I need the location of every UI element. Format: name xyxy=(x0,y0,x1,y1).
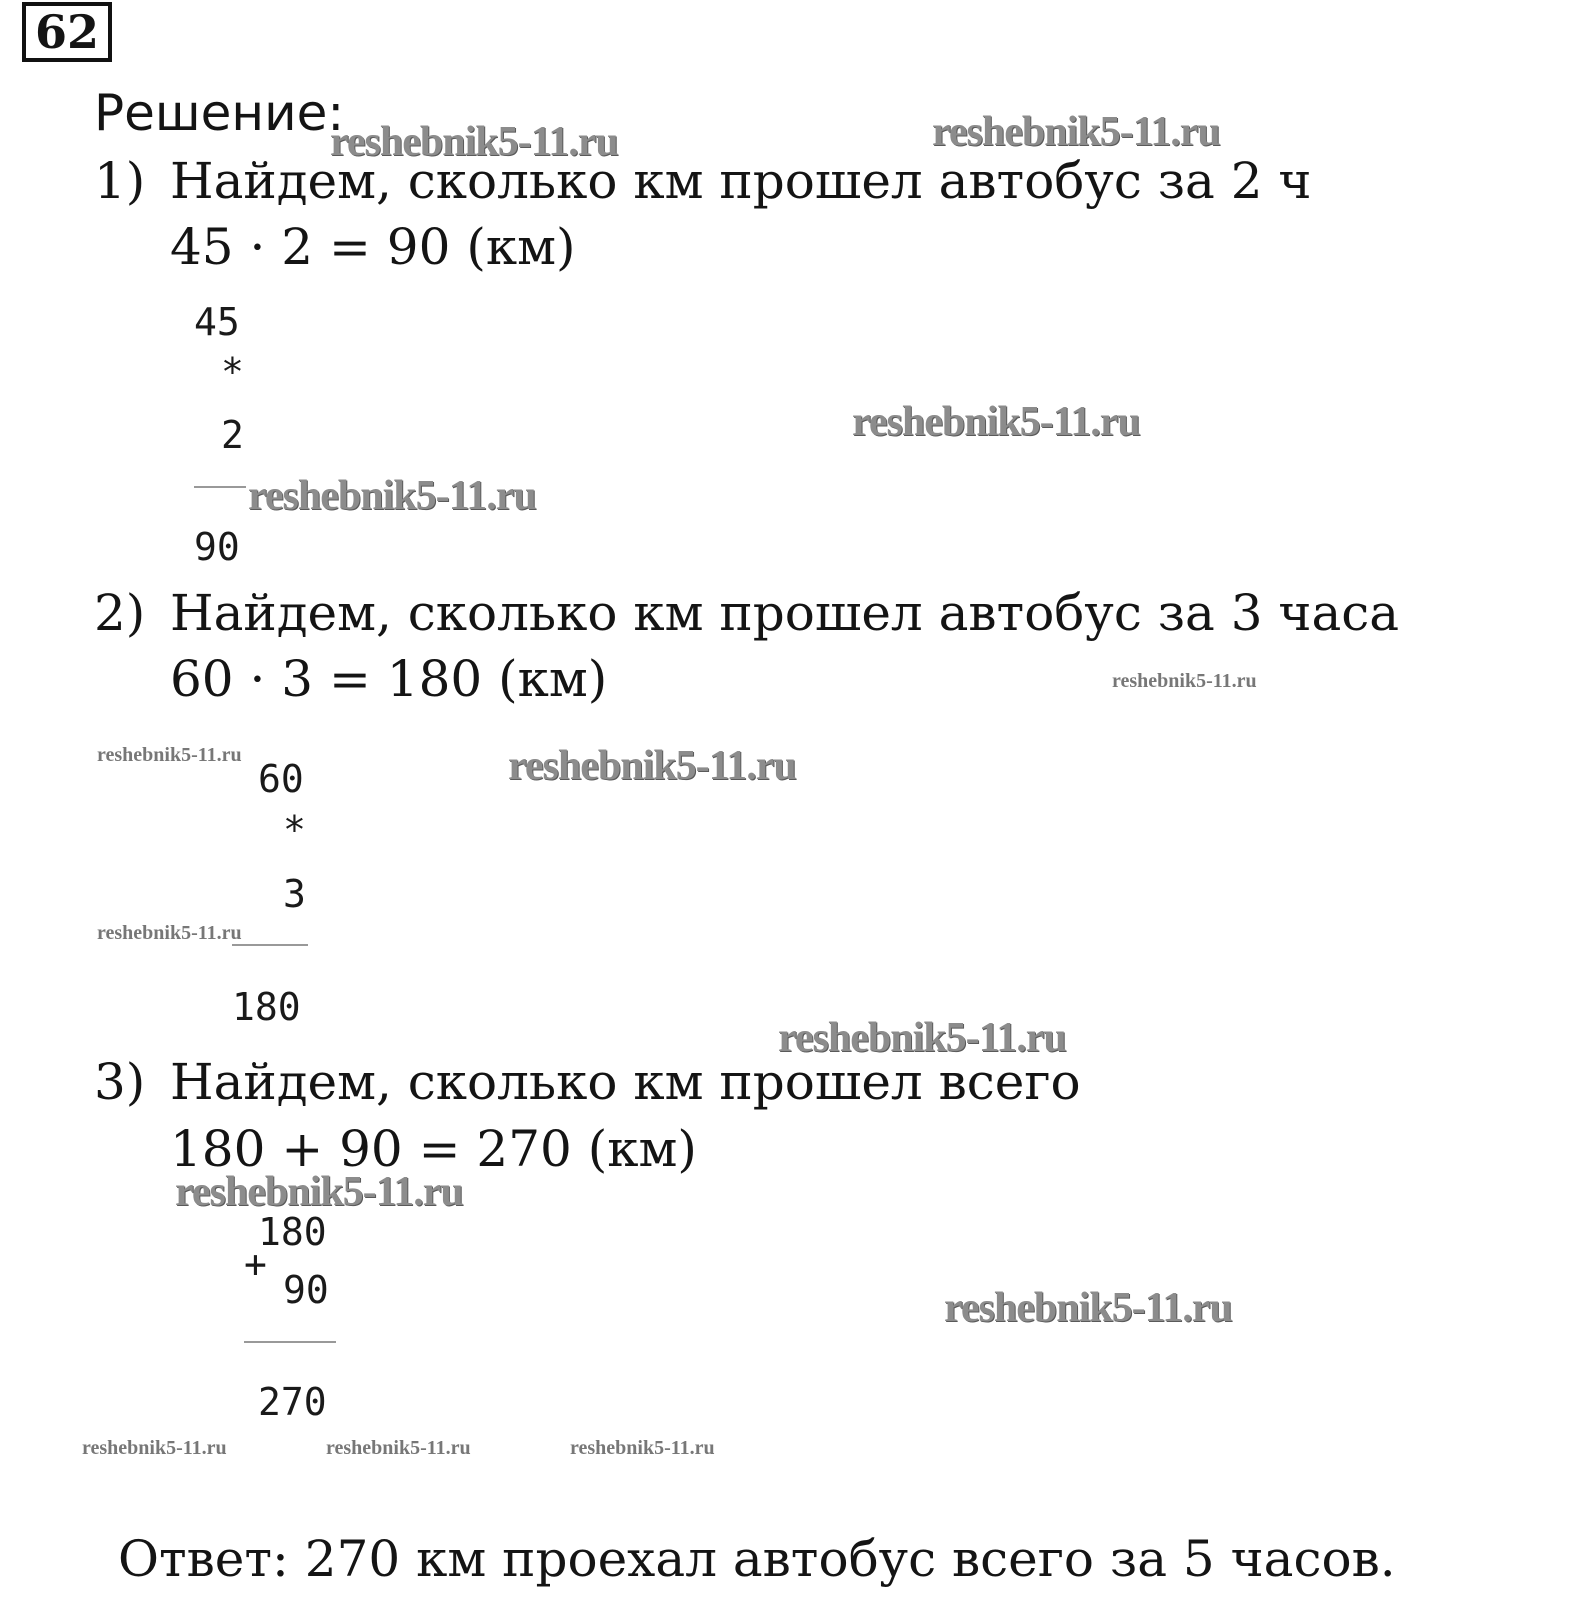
step-3-column-op: + xyxy=(244,1242,267,1286)
watermark: reshebnik5-11.ru xyxy=(852,399,1140,445)
step-2-column-result: 180 xyxy=(232,985,301,1029)
watermark: reshebnik5-11.ru xyxy=(330,119,618,165)
step-1-column-bottom: 2 xyxy=(221,413,244,457)
step-2-text: Найдем, сколько км прошел автобус за 3 часа xyxy=(170,584,1400,642)
step-2-column-op: * xyxy=(283,808,306,852)
watermark: reshebnik5-11.ru xyxy=(175,1169,463,1215)
step-1-column-top: 45 xyxy=(194,300,240,344)
step-2-column-bottom: 3 xyxy=(283,872,306,916)
step-2-index: 2) xyxy=(94,584,146,642)
watermark: reshebnik5-11.ru xyxy=(1112,670,1257,692)
answer: Ответ: 270 км проехал автобус всего за 5 часов. xyxy=(118,1530,1396,1588)
step-1-index: 1) xyxy=(94,152,146,210)
watermark: reshebnik5-11.ru xyxy=(248,473,536,519)
step-3-column-top: 180 xyxy=(258,1210,327,1254)
step-3-text: Найдем, сколько км прошел всего xyxy=(170,1053,1081,1111)
step-2-equation: 60 · 3 = 180 (км) xyxy=(170,650,608,708)
step-1 xyxy=(94,152,1311,210)
watermark: reshebnik5-11.ru xyxy=(97,744,242,766)
step-1-equation: 45 · 2 = 90 (км) xyxy=(170,218,576,276)
step-1-column-result: 90 xyxy=(194,525,240,569)
step-2-column-top: 60 xyxy=(258,757,304,801)
watermark: reshebnik5-11.ru xyxy=(508,743,796,789)
step-3-column-bottom: 90 xyxy=(283,1268,329,1312)
step-3-equation: 180 + 90 = 270 (км) xyxy=(170,1120,697,1178)
watermark: reshebnik5-11.ru xyxy=(97,922,242,944)
solution-label: Решение: xyxy=(94,84,345,142)
watermark: reshebnik5-11.ru xyxy=(326,1437,471,1459)
step-2 xyxy=(94,584,1399,642)
step-3-index: 3) xyxy=(94,1053,146,1111)
step-1-column-op: * xyxy=(221,350,244,394)
watermark: reshebnik5-11.ru xyxy=(778,1015,1066,1061)
watermark: reshebnik5-11.ru xyxy=(932,109,1220,155)
watermark: reshebnik5-11.ru xyxy=(944,1285,1232,1331)
watermark: reshebnik5-11.ru xyxy=(82,1437,227,1459)
step-1-column-rule xyxy=(194,486,246,488)
step-2-column-rule xyxy=(232,944,308,946)
step-3-column-rule xyxy=(244,1341,336,1343)
problem-number: 62 xyxy=(22,2,112,62)
watermark: reshebnik5-11.ru xyxy=(570,1437,715,1459)
step-1-text: Найдем, сколько км прошел автобус за 2 ч xyxy=(170,152,1312,210)
step-3-column-result: 270 xyxy=(258,1380,327,1424)
